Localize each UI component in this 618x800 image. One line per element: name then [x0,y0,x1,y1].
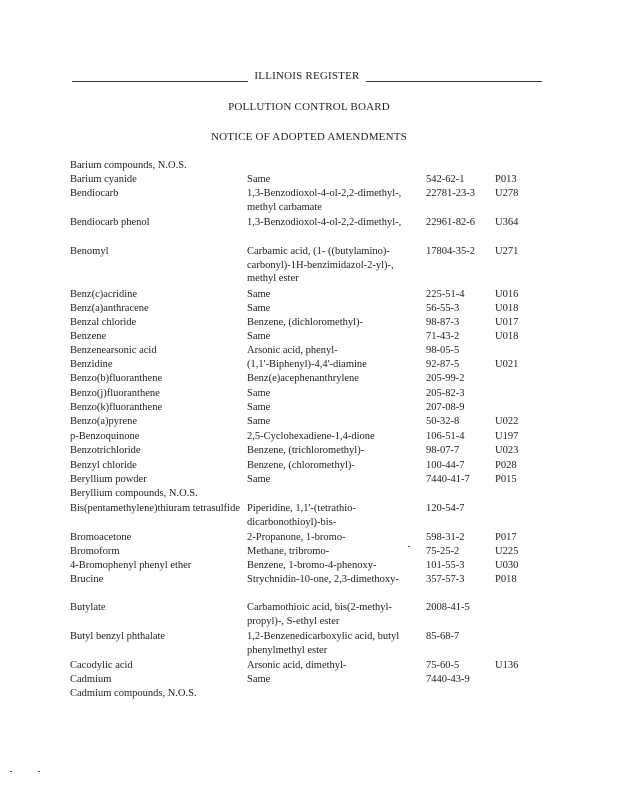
constituent-name: p-Benzoquinone [70,431,140,442]
constituent-name: Benzyl chloride [70,460,137,471]
constituent-name: Benzene [70,331,107,342]
constituent-name: Butylate [70,602,106,613]
cas-number: 22961-82-6 [426,217,475,228]
chemical-abstracts-name: Same [247,674,271,685]
constituent-name: Bendiocarb phenol [70,217,150,228]
constituent-name: Benzal chloride [70,317,137,328]
constituent-name: Cadmium compounds, N.O.S. [70,688,197,699]
chemical-abstracts-name: Same [247,402,271,413]
chemical-abstracts-name: Same [247,289,271,300]
constituent-name: Benz(a)anthracene [70,303,149,314]
chemical-abstracts-name: Arsonic acid, dimethyl- [247,660,347,671]
constituent-name: Bendiocarb [70,188,119,199]
constituent-name: Cadmium [70,674,112,685]
waste-number: P017 [495,532,517,543]
chemical-abstracts-name: Carbamothioic acid, bis(2-methyl-propyl)-, S-ethyl ester [247,602,392,627]
cas-number: 98-07-7 [426,445,460,456]
constituent-name: Benzo(b)fluoranthene [70,373,163,384]
constituent-name: Benz(c)acridine [70,289,138,300]
cas-number: 106-51-4 [426,431,465,442]
cas-number: 225-51-4 [426,289,465,300]
chemical-abstracts-name: 2-Propanone, 1-bromo- [247,532,346,543]
waste-number: U016 [495,289,519,300]
cas-number: 50-32-8 [426,416,460,427]
chemical-abstracts-name: Benzene, (dichloromethyl)- [247,317,364,328]
constituent-name: Cacodylic acid [70,660,133,671]
notice-title: NOTICE OF ADOPTED AMENDMENTS [211,131,407,143]
constituent-name: Benomyl [70,246,109,257]
chemical-abstracts-name: Same [247,303,271,314]
chemical-abstracts-name: Same [247,474,271,485]
cas-number: 207-08-9 [426,402,465,413]
chemical-abstracts-name: Benzene, 1-bromo-4-phenoxy- [247,560,377,571]
cas-number: 101-55-3 [426,560,465,571]
chemical-abstracts-name: Benzene, (trichloromethyl)- [247,445,365,456]
cas-number: 357-57-3 [426,574,465,585]
constituent-name: Brucine [70,574,104,585]
register-title: ILLINOIS REGISTER [248,70,365,82]
waste-number: P015 [495,474,517,485]
cas-number: 7440-43-9 [426,674,470,685]
chemical-abstracts-name: Same [247,388,271,399]
constituent-name: Benzenearsonic acid [70,345,157,356]
register-header [72,70,542,84]
waste-number: U225 [495,546,519,557]
waste-number: U364 [495,217,519,228]
constituent-name: Butyl benzyl phthalate [70,631,166,642]
waste-number: U018 [495,303,519,314]
constituent-name: Benzo(j)fluoranthene [70,388,160,399]
constituent-name: Barium compounds, N.O.S. [70,160,187,171]
chemical-abstracts-name: 2,5-Cyclohexadiene-1,4-dione [247,431,375,442]
chemical-abstracts-name: Same [247,416,271,427]
waste-number: P018 [495,574,517,585]
cas-number: 56-55-3 [426,303,460,314]
chemical-abstracts-name: 1,2-Benzenedicarboxylic acid, butyl phenylmethyl ester [247,631,400,656]
scan-speck [38,771,40,772]
chemical-abstracts-name: 1,3-Benzodioxol-4-ol-2,2-dimethyl-, methyl carbamate [247,188,402,213]
cas-number: 7440-41-7 [426,474,470,485]
constituent-name: Benzidine [70,359,113,370]
chemical-abstracts-name: (1,1'-Biphenyl)-4,4'-diamine [247,359,367,370]
chemical-abstracts-name: Strychnidin-10-one, 2,3-dimethoxy- [247,574,399,585]
cas-number: 100-44-7 [426,460,465,471]
cas-number: 85-68-7 [426,631,460,642]
cas-number: 598-31-2 [426,532,465,543]
waste-number: U017 [495,317,519,328]
waste-number: U136 [495,660,519,671]
cas-number: 542-62-1 [426,174,465,185]
waste-number: U271 [495,246,519,257]
chemical-abstracts-name: Methane, tribromo- [247,546,330,557]
cas-number: 205-82-3 [426,388,465,399]
cas-number: 98-87-3 [426,317,460,328]
chemical-abstracts-name: Same [247,174,271,185]
board-title: POLLUTION CONTROL BOARD [228,101,390,113]
constituent-name: Benzo(k)fluoranthene [70,402,163,413]
cas-number: 75-25-2 [426,546,460,557]
cas-number: 17804-35-2 [426,246,475,257]
chemical-abstracts-name: 1,3-Benzodioxol-4-ol-2,2-dimethyl-, [247,217,402,228]
waste-number: U030 [495,560,519,571]
cas-number: 22781-23-3 [426,188,475,199]
chemical-abstracts-name: Same [247,331,271,342]
cas-number: 98-05-5 [426,345,460,356]
constituent-name: Beryllium compounds, N.O.S. [70,488,198,499]
scan-speck [10,771,12,772]
constituent-name: 4-Bromophenyl phenyl ether [70,560,192,571]
cas-number: 205-99-2 [426,373,465,384]
chemical-abstracts-name: Piperidine, 1,1'-(tetrathio-dicarbonothioyl)-bis- [247,503,356,528]
constituent-name: Barium cyanide [70,174,137,185]
cas-number: 92-87-5 [426,359,460,370]
cas-number: 71-43-2 [426,331,460,342]
chemical-abstracts-name: Carbamic acid, (1- ((butylamino)-carbonyl)-1H-benzimidazol-2-yl)-, methyl ester [247,246,394,284]
waste-number: P013 [495,174,517,185]
constituent-name: Beryllium powder [70,474,147,485]
waste-number: U023 [495,445,519,456]
cas-number: 75-60-5 [426,660,460,671]
waste-number: U022 [495,416,519,427]
waste-number: U021 [495,359,519,370]
constituent-name: Bromoacetone [70,532,132,543]
waste-number: U278 [495,188,519,199]
chemical-abstracts-name: Benz(e)acephenanthrylene [247,373,359,384]
cas-number: 120-54-7 [426,503,465,514]
chemical-abstracts-name: Benzene, (chloromethyl)- [247,460,355,471]
chemical-abstracts-name: Arsonic acid, phenyl- [247,345,338,356]
waste-number: U197 [495,431,519,442]
cas-number: 2008-41-5 [426,602,470,613]
constituent-name: Benzo(a)pyrene [70,416,138,427]
scan-speck [408,546,410,547]
constituent-name: Bis(pentamethylene)thiuram tetrasulfide [70,503,240,514]
waste-number: U018 [495,331,519,342]
waste-number: P028 [495,460,517,471]
constituent-name: Benzotrichloride [70,445,141,456]
constituent-name: Bromoform [70,546,120,557]
